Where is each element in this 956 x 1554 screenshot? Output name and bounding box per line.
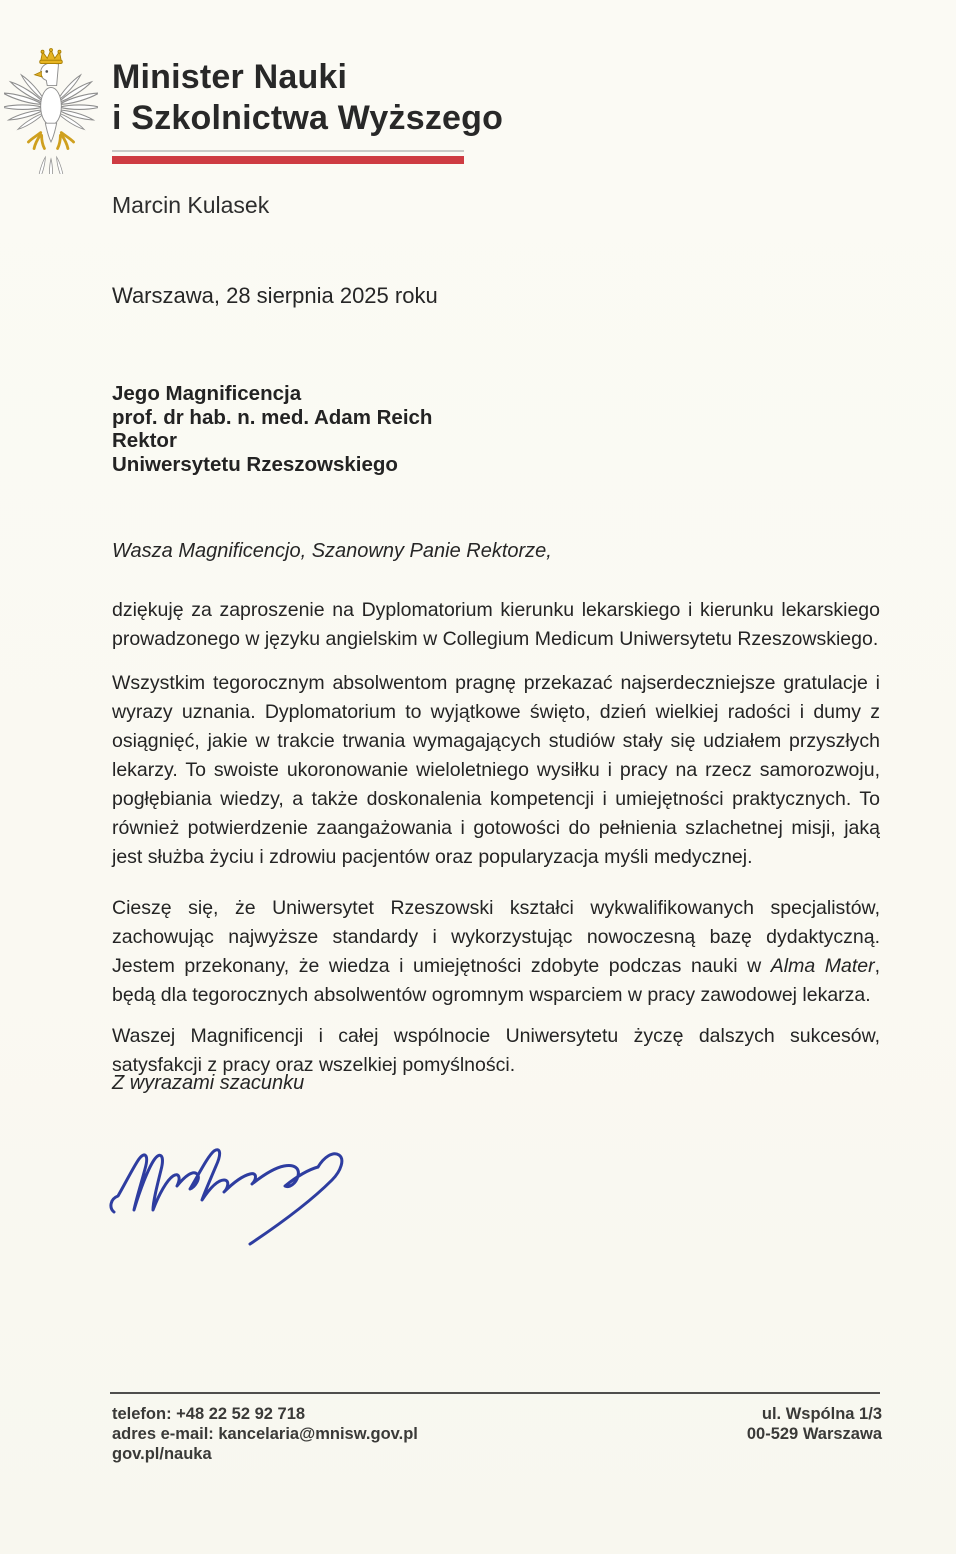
footer-phone: telefon: +48 22 52 92 718 [112, 1405, 306, 1423]
ministry-title-line1: Minister Nauki [112, 58, 348, 96]
addressee-line: Uniwersytetu Rzeszowskiego [112, 452, 398, 476]
date-line: Warszawa, 28 sierpnia 2025 roku [112, 283, 438, 308]
closing-phrase: Z wyrazami szacunku [112, 1072, 305, 1094]
footer-email: adres e-mail: kancelaria@mnisw.gov.pl [112, 1425, 418, 1443]
paragraph-4: Waszej Magnificencji i całej wspólnocie Uniwersytetu życzę dalszych sukcesów, satysfakcji z pracy oraz wszelkiej pomyślności. [112, 1024, 880, 1076]
addressee-line: Jego Magnificencja [112, 382, 302, 405]
footer-address-block [747, 1404, 882, 1444]
sender-name: Marcin Kulasek [112, 192, 270, 218]
paragraph-3-text: , będą dla tegorocznych absolwentów ogromnym wsparciem w pracy zawodowej lekarza. [112, 954, 880, 1006]
signature-ink-icon [102, 1126, 362, 1261]
alma-mater-italic: Alma Mater [770, 954, 875, 977]
flag-red-stripe [112, 156, 464, 164]
signature-handwriting [102, 1126, 362, 1261]
flag-white-stripe [112, 150, 464, 152]
paragraph-3 [112, 894, 880, 1010]
flag-rule [112, 150, 464, 164]
footer-website: gov.pl/nauka [112, 1445, 212, 1463]
footer-contact-block [112, 1404, 418, 1464]
addressee-line: prof. dr hab. n. med. Adam Reich [112, 405, 433, 429]
footer-city: 00-529 Warszawa [746, 1425, 882, 1443]
salutation: Wasza Magnificencjo, Szanowny Panie Rektorze, [112, 540, 552, 562]
addressee-block [112, 382, 432, 476]
ministry-title-line2: i Szkolnictwa Wyższego [112, 99, 504, 137]
paragraph-1: dziękuję za zaproszenie na Dyplomatorium kierunku lekarskiego i kierunku lekarskiego prowadzonego w języku angielskim w Collegium Medicum Uniwersytetu Rzeszowskiego. [112, 598, 880, 650]
ministry-title [112, 57, 503, 139]
footer-divider [110, 1392, 880, 1394]
paragraph-2: Wszystkim tegorocznym absolwentom pragnę przekazać najserdeczniejsze gratulacje i wyrazy uznania. Dyplomatorium to wyjątkowe święto, dzień wielkiej radości i dumy z osiągnięć, jakie w trakcie trwania wymagających studiów stały się udziałem przyszłych lekarzy. To swoiste ukoronowanie wieloletniego wysiłku i pracy na rzecz samorozwoju, pogłębiania wiedzy, a także doskonalenia kompetencji i umiejętności praktycznych. To również potwierdzenie zaangażowania i gotowości do pełnienia szlachetnej misji, jaką jest służba życiu i zdrowiu pacjentów oraz popularyzacja myśli medycznej. [112, 671, 880, 868]
addressee-line: Rektor [112, 429, 177, 452]
footer-street: ul. Wspólna 1/3 [761, 1405, 882, 1423]
polish-eagle-icon [4, 46, 98, 174]
paragraph-3-text: Cieszę się, że Uniwersytet Rzeszowski kształci wykwalifikowanych specjalistów, zachowując najwyższe standardy i wykorzystując nowoczesną bazę dydaktyczną. Jestem przekonany, że wiedza i umiejętności zdobyte podczas nauki w [112, 896, 880, 977]
polish-eagle-emblem [4, 46, 98, 174]
